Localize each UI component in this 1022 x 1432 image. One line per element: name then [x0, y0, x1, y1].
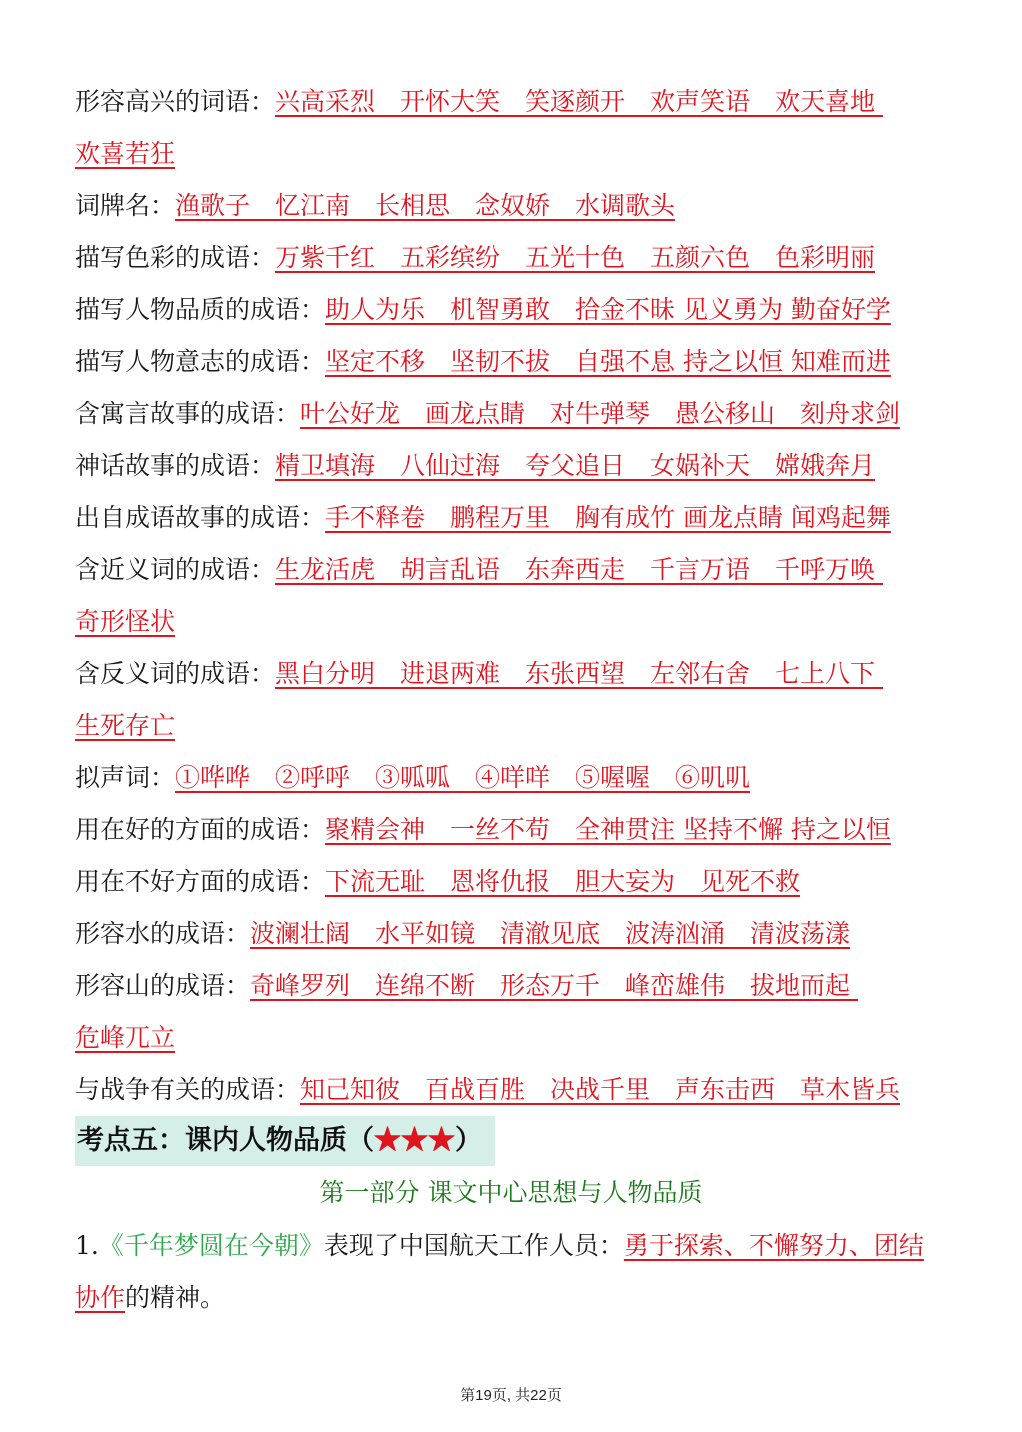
vocab-category-label: 与战争有关的成语：	[75, 1075, 301, 1104]
vocab-answer: 叶公好龙 画龙点睛 对牛弹琴 愚公移山 刻舟求剑	[300, 399, 901, 428]
paragraph-answer: 勇于探索、不懈努力、团结协作	[75, 1231, 924, 1312]
vocab-category-label: 词牌名：	[75, 191, 176, 220]
vocab-answer: 渔歌子 忆江南 长相思 念奴娇 水调歌头	[175, 191, 676, 220]
lesson-title: 《千年梦圆在今朝》	[98, 1231, 324, 1260]
vocab-answer: 助人为乐 机智勇敢 拾金不昧 见义勇为 勤奋好学	[325, 295, 891, 324]
vocab-answer: 黑白分明 进退两难 东张西望 左邻右舍 七上八下	[275, 659, 883, 688]
vocab-line	[75, 336, 947, 388]
vocab-category-label: 含寓言故事的成语：	[75, 399, 301, 428]
vocab-category-label: 形容水的成语：	[75, 919, 251, 948]
vocab-answer: 精卫填海 八仙过海 夸父追日 女娲补天 嫦娥奔月	[275, 451, 876, 480]
page-footer: 第19页, 共22页	[460, 1387, 562, 1404]
vocab-category-label: 形容山的成语：	[75, 971, 251, 1000]
vocab-line	[75, 440, 947, 492]
vocab-answer: 波澜壮阔 水平如镜 清澈见底 波涛汹涌 清波荡漾	[250, 919, 851, 948]
subheading: 第一部分 课文中心思想与人物品质	[319, 1178, 703, 1207]
vocab-answer: 聚精会神 一丝不苟 全神贯注 坚持不懈 持之以恒	[325, 815, 891, 844]
vocab-line	[75, 544, 947, 596]
paragraph-end: 的精神。	[125, 1283, 226, 1312]
vocab-category-label: 描写人物意志的成语：	[75, 347, 326, 376]
vocab-category-label: 描写色彩的成语：	[75, 243, 276, 272]
vocab-line	[75, 960, 947, 1012]
vocab-line	[75, 492, 947, 544]
section-heading-text: 考点五：课内人物品质（	[77, 1125, 374, 1156]
vocab-answer: 兴高采烈 开怀大笑 笑逐颜开 欢声笑语 欢天喜地	[275, 87, 883, 116]
vocab-line	[75, 648, 947, 700]
vocab-answer: 危峰兀立	[75, 1023, 176, 1052]
vocab-answer: 欢喜若狂	[75, 139, 176, 168]
star-rating: ★★★	[374, 1125, 455, 1156]
vocab-answer: ①哗哗 ②呼呼 ③呱呱 ④咩咩 ⑤喔喔 ⑥叽叽	[175, 763, 751, 792]
vocab-answer: 奇峰罗列 连绵不断 形态万千 峰峦雄伟 拔地而起	[250, 971, 858, 1000]
vocab-answer: 下流无耻 恩将仇报 胆大妄为 见死不救	[325, 867, 801, 896]
vocab-line	[75, 180, 947, 232]
paragraph-text: 表现了中国航天工作人员：	[323, 1231, 624, 1260]
vocab-category-label: 描写人物品质的成语：	[75, 295, 326, 324]
vocab-answer: 坚定不移 坚韧不拔 自强不息 持之以恒 知难而进	[325, 347, 891, 376]
vocab-category-label: 拟声词：	[75, 763, 176, 792]
vocab-line	[75, 1064, 947, 1116]
vocab-category-label: 用在好的方面的成语：	[75, 815, 326, 844]
section-heading	[75, 1116, 495, 1166]
vocab-line	[75, 908, 947, 960]
vocab-line	[75, 596, 947, 648]
vocab-category-label: 含反义词的成语：	[75, 659, 276, 688]
vocab-answer: 奇形怪状	[75, 607, 176, 636]
vocab-category-label: 神话故事的成语：	[75, 451, 276, 480]
vocab-answer: 生龙活虎 胡言乱语 东奔西走 千言万语 千呼万唤	[275, 555, 883, 584]
vocab-line	[75, 128, 947, 180]
vocab-category-label: 出自成语故事的成语：	[75, 503, 326, 532]
vocab-line	[75, 232, 947, 284]
section-heading-close: ）	[455, 1125, 482, 1156]
vocab-category-label: 形容高兴的词语：	[75, 87, 276, 116]
vocab-line	[75, 856, 947, 908]
vocab-line	[75, 700, 947, 752]
vocab-line	[75, 1012, 947, 1064]
vocab-answer: 知己知彼 百战百胜 决战千里 声东击西 草木皆兵	[300, 1075, 901, 1104]
vocab-line	[75, 752, 947, 804]
vocab-category-label: 含近义词的成语：	[75, 555, 276, 584]
vocab-answer: 万紫千红 五彩缤纷 五光十色 五颜六色 色彩明丽	[275, 243, 876, 272]
vocab-line	[75, 76, 947, 128]
vocab-line	[75, 284, 947, 336]
paragraph-1	[75, 1220, 947, 1324]
vocab-answer: 手不释卷 鹏程万里 胸有成竹 画龙点睛 闻鸡起舞	[325, 503, 891, 532]
vocab-category-label: 用在不好方面的成语：	[75, 867, 326, 896]
vocab-line	[75, 388, 947, 440]
vocab-answer: 生死存亡	[75, 711, 176, 740]
paragraph-number: 1.	[75, 1231, 99, 1260]
vocab-line	[75, 804, 947, 856]
